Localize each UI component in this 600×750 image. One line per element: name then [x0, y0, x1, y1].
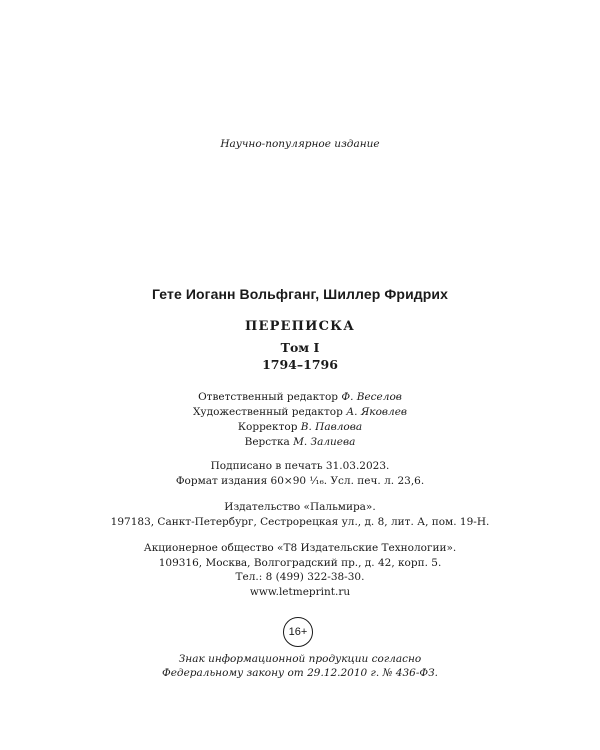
printer-name: Акционерное общество «Т8 Издательские Технологии».: [143, 542, 457, 554]
credit-role: Верстка: [244, 436, 290, 448]
printer-phone: Тел.: 8 (499) 322-38-30.: [235, 571, 365, 583]
law-note-line-1: Знак информационной продукции согласно: [178, 653, 422, 665]
age-rating-badge: 16+: [283, 617, 313, 647]
credit-proofreader: [0, 421, 600, 433]
signed-to-print: Подписано в печать 31.03.2023.: [210, 460, 390, 472]
credit-layout: [0, 436, 600, 448]
credit-name: В. Павлова: [300, 421, 363, 433]
volume-number: Том I: [280, 340, 320, 355]
volume-years: 1794–1796: [262, 357, 338, 372]
credit-role: Корректор: [237, 421, 298, 433]
publisher-address: 197183, Санкт-Петербург, Сестрорецкая ул., д. 8, лит. А, пом. 19-Н.: [110, 516, 490, 528]
book-title: ПЕРЕПИСКА: [245, 319, 355, 334]
credit-role: Ответственный редактор: [198, 391, 339, 403]
credit-name: А. Яковлев: [346, 406, 408, 418]
law-note-line-2: Федеральному закону от 29.12.2010 г. № 436-ФЗ.: [162, 667, 438, 679]
credit-name: Ф. Веселов: [341, 391, 402, 403]
printer-website: www.letmeprint.ru: [249, 586, 351, 598]
print-format: Формат издания 60×90 ¹⁄₁₆. Усл. печ. л. 23,6.: [175, 475, 425, 487]
authors: Гете Иоганн Вольфганг, Шиллер Фридрих: [151, 286, 449, 302]
credit-art-editor: [0, 406, 600, 418]
credit-editor-in-chief: [0, 391, 600, 403]
edition-type: Научно-популярное издание: [220, 138, 380, 150]
credit-name: М. Залиева: [293, 436, 356, 448]
publisher-name: Издательство «Пальмира».: [224, 501, 376, 513]
printer-address: 109316, Москва, Волгоградский пр., д. 42, корп. 5.: [158, 557, 442, 569]
credit-role: Художественный редактор: [192, 406, 343, 418]
